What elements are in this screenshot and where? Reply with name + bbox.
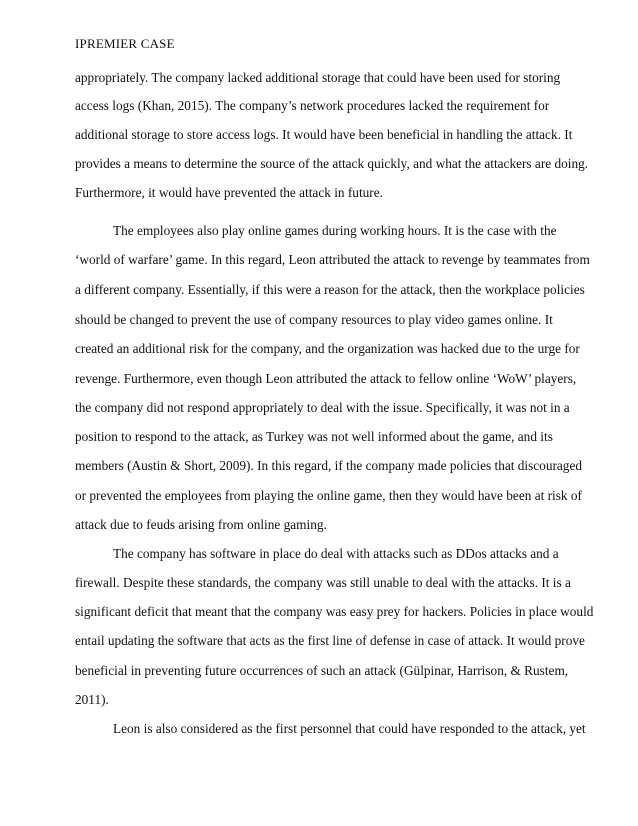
body-line-11: revenge. Furthermore, even though Leon attributed the attack to fellow online ‘WoW’ players,: [75, 371, 577, 386]
body-line-22: 2011).: [75, 692, 109, 707]
body-line-9: should be changed to prevent the use of company resources to play video games online. It: [75, 312, 553, 327]
body-line-23-paragraph-start: Leon is also considered as the first personnel that could have responded to the attack, yet: [113, 721, 586, 736]
body-line-18: firewall. Despite these standards, the company was still unable to deal with the attacks. It is a: [75, 575, 571, 590]
body-line-19: significant deficit that meant that the company was easy prey for hackers. Policies in place would: [75, 604, 594, 619]
body-line-5: Furthermore, it would have prevented the attack in future.: [75, 185, 383, 200]
body-line-4: provides a means to determine the source of the attack quickly, and what the attackers are doing.: [75, 156, 589, 171]
body-line-17-paragraph-start: The company has software in place do deal with attacks such as DDos attacks and a: [113, 546, 559, 561]
body-line-3: additional storage to store access logs. It would have been beneficial in handling the attack. It: [75, 127, 573, 142]
body-line-2: access logs (Khan, 2015). The company’s network procedures lacked the requirement for: [75, 98, 550, 113]
body-line-6-paragraph-start: The employees also play online games during working hours. It is the case with the: [113, 223, 557, 238]
body-line-15: or prevented the employees from playing the online game, then they would have been at risk of: [75, 488, 582, 503]
body-line-10: created an additional risk for the company, and the organization was hacked due to the urge for: [75, 341, 580, 356]
body-line-21: beneficial in preventing future occurrences of such an attack (Gülpinar, Harrison, & Rustem,: [75, 663, 569, 678]
body-line-16: attack due to feuds arising from online gaming.: [75, 517, 327, 532]
body-line-13: position to respond to the attack, as Turkey was not well informed about the game, and its: [75, 429, 553, 444]
body-line-12: the company did not respond appropriately to deal with the issue. Specifically, it was not in a: [75, 400, 570, 415]
body-line-1: appropriately. The company lacked additional storage that could have been used for storing: [75, 70, 561, 85]
body-line-8: a different company. Essentially, if this were a reason for the attack, then the workplace policies: [75, 282, 585, 297]
running-head: IPREMIER CASE: [75, 36, 175, 51]
body-line-7: ‘world of warfare’ game. In this regard, Leon attributed the attack to revenge by teammates from: [75, 252, 590, 267]
body-line-20: entail updating the software that acts as the first line of defense in case of attack. It would prove: [75, 633, 585, 648]
body-line-14: members (Austin & Short, 2009). In this regard, if the company made policies that discouraged: [75, 458, 583, 473]
